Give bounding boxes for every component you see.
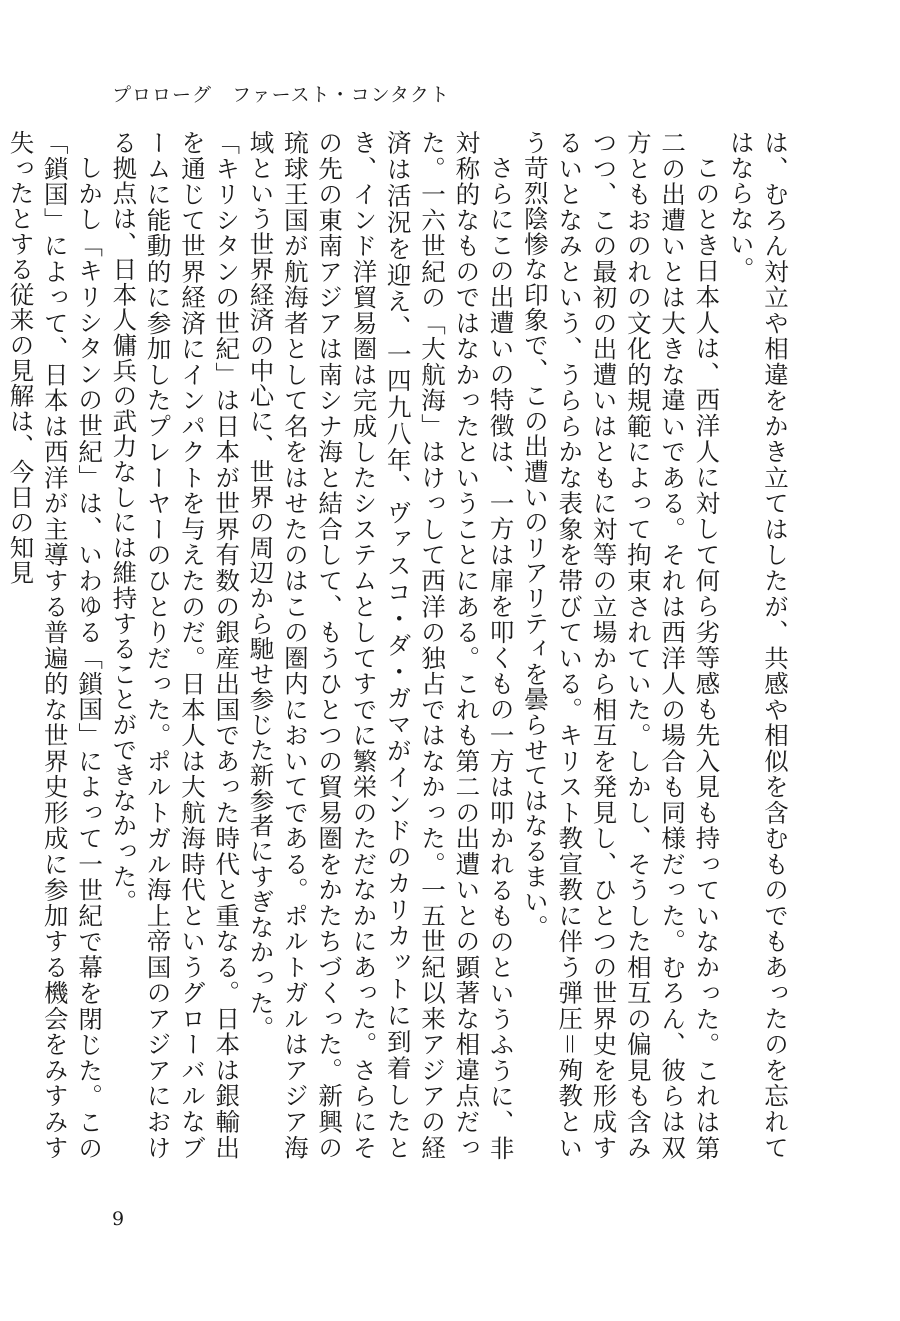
paragraph: 「キリシタンの世紀」は日本が世界有数の銀産出国であった時代と重なる。日本は銀輸出を通じて世界経済にインパクトを与えたのだ。日本人は大航海時代というグローバルなブームに能動的に参加したプレーヤーのひとりだった。ポルトガル海上帝国のアジアにおける拠点は、日本人傭兵の武力なしには維持することができなかった。 xyxy=(109,130,242,1160)
running-head: プロローグ ファースト・コンタクト xyxy=(112,84,450,106)
paragraph: このとき日本人は、西洋人に対して何ら劣等感も先入見も持っていなかった。これは第二の出遭いとは大きな違いである。それは西洋人の場合も同様だった。むろん、彼らは双方ともおのれの文化的規範によって拘束されていた。しかし、そうした相互の偏見も含みつつ、この最初の出遭いはともに対等の立場から相互を発見し、ひとつの世界史を形成するいとなみという、うららかな表象を帯びている。キリスト教宣教に伴う弾圧＝殉教という苛烈陰惨な印象で、この出遭いのリアリティを曇らせてはなるまい。 xyxy=(520,130,722,1160)
paragraph: さらにこの出遭いの特徴は、一方は扉を叩くもの一方は叩かれるものというふうに、非対称的なものではなかったということにある。これも第二の出遭いとの顕著な相違点だった。一六世紀の「大航海」はけっして西洋の独占ではなかった。一五世紀以来アジアの経済は活況を迎え、一四九八年、ヴァスコ・ダ・ガマがインドのカリカットに到着したとき、インド洋貿易圏は完成したシステムとしてすでに繁栄のただなかにあった。さらにその先の東南アジアは南シナ海と結合して、もうひとつの貿易圏をかたちづくった。新興の琉球王国が航海者として名をはせたのはこの圏内においてである。ポルトガルはアジア海域という世界経済の中心に、世界の周辺から馳せ参じた新参者にすぎなかった。 xyxy=(246,130,516,1160)
paragraph: は、むろん対立や相違をかき立てはしたが、共感や相似を含むものでもあったのを忘れてはならない。 xyxy=(726,130,790,1160)
paragraph: しかし「キリシタンの世紀」は、いわゆる「鎖国」によって一世紀で幕を閉じた。この「鎖国」によって、日本は西洋が主導する普遍的な世界史形成に参加する機会をみすみす失ったとする従来の見解は、今日の知見 xyxy=(6,130,105,1160)
page-number: 9 xyxy=(112,1208,125,1230)
body-text xyxy=(6,130,792,1160)
